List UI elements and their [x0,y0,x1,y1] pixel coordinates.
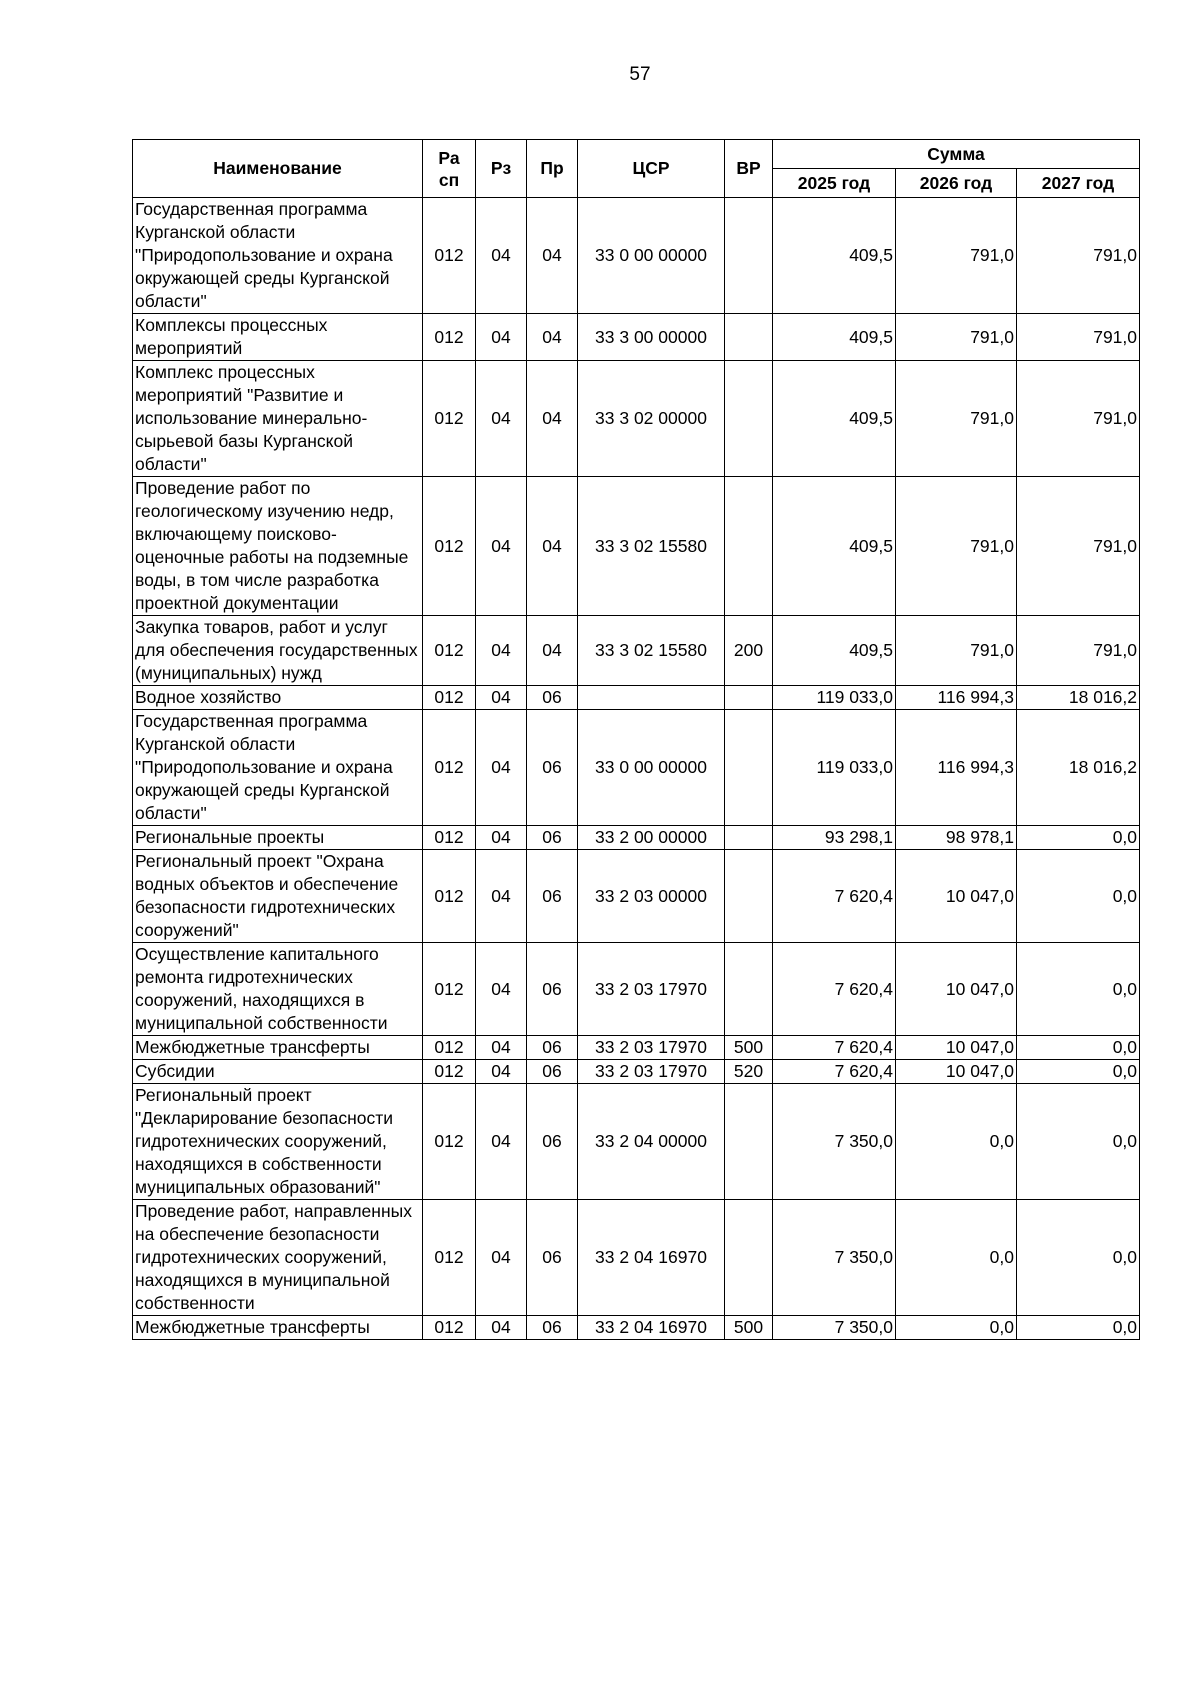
cell-2026: 791,0 [896,361,1017,477]
cell-name: Проведение работ по геологическому изучению недр, включающему поисково-оценочные работы на подземные воды, в том числе разработка проектной документации [133,477,423,616]
cell-rz: 04 [476,1316,527,1340]
cell-csr: 33 2 03 17970 [578,1036,725,1060]
table-row [133,616,1140,686]
cell-pr: 06 [527,1316,578,1340]
cell-2027: 0,0 [1017,826,1140,850]
cell-csr [578,686,725,710]
cell-vr: 500 [725,1036,773,1060]
cell-pr: 04 [527,198,578,314]
header-rasp-text: Ра сп [438,147,460,190]
cell-rasp: 012 [423,710,476,826]
page-number: 57 [629,64,651,85]
cell-vr [725,686,773,710]
cell-2025: 409,5 [773,616,896,686]
cell-2026: 791,0 [896,314,1017,361]
cell-name: Межбюджетные трансферты [133,1316,423,1340]
cell-2027: 0,0 [1017,943,1140,1036]
cell-rz: 04 [476,826,527,850]
cell-2026: 0,0 [896,1084,1017,1200]
table-row [133,826,1140,850]
cell-csr: 33 2 04 16970 [578,1316,725,1340]
table-row [133,686,1140,710]
cell-2027: 0,0 [1017,1036,1140,1060]
cell-2026: 791,0 [896,198,1017,314]
cell-csr: 33 3 02 15580 [578,477,725,616]
cell-2025: 7 350,0 [773,1200,896,1316]
cell-name: Государственная программа Курганской области "Природопользование и охрана окружающей среды Курганской области" [133,198,423,314]
cell-2026: 98 978,1 [896,826,1017,850]
cell-rz: 04 [476,1036,527,1060]
table-row [133,314,1140,361]
cell-2027: 0,0 [1017,1060,1140,1084]
cell-2027: 0,0 [1017,1200,1140,1316]
cell-rz: 04 [476,943,527,1036]
cell-name: Региональные проекты [133,826,423,850]
cell-vr [725,314,773,361]
cell-name: Водное хозяйство [133,686,423,710]
cell-name: Межбюджетные трансферты [133,1036,423,1060]
cell-2027: 791,0 [1017,477,1140,616]
cell-vr [725,710,773,826]
cell-rasp: 012 [423,361,476,477]
cell-csr: 33 2 04 16970 [578,1200,725,1316]
cell-pr: 06 [527,710,578,826]
cell-2025: 409,5 [773,198,896,314]
cell-2026: 10 047,0 [896,943,1017,1036]
cell-2027: 0,0 [1017,1316,1140,1340]
cell-rz: 04 [476,710,527,826]
cell-rasp: 012 [423,1200,476,1316]
cell-pr: 06 [527,1200,578,1316]
cell-rasp: 012 [423,616,476,686]
cell-rz: 04 [476,1084,527,1200]
cell-2025: 7 620,4 [773,1036,896,1060]
cell-2025: 7 350,0 [773,1316,896,1340]
table-row [133,710,1140,826]
cell-vr [725,198,773,314]
header-pr: Пр [527,140,578,198]
cell-2025: 409,5 [773,361,896,477]
cell-name: Государственная программа Курганской области "Природопользование и охрана окружающей среды Курганской области" [133,710,423,826]
cell-vr: 500 [725,1316,773,1340]
cell-2026: 791,0 [896,477,1017,616]
cell-2027: 0,0 [1017,1084,1140,1200]
cell-vr [725,943,773,1036]
table-row [133,1036,1140,1060]
cell-rz: 04 [476,616,527,686]
cell-2026: 0,0 [896,1200,1017,1316]
cell-rasp: 012 [423,1036,476,1060]
cell-pr: 06 [527,943,578,1036]
cell-name: Осуществление капитального ремонта гидротехнических сооружений, находящихся в муниципальной собственности [133,943,423,1036]
cell-vr [725,1200,773,1316]
cell-2025: 7 350,0 [773,1084,896,1200]
cell-2027: 791,0 [1017,198,1140,314]
table-row [133,361,1140,477]
cell-2025: 7 620,4 [773,943,896,1036]
cell-pr: 06 [527,1036,578,1060]
cell-csr: 33 0 00 00000 [578,198,725,314]
cell-csr: 33 3 00 00000 [578,314,725,361]
cell-rasp: 012 [423,1060,476,1084]
cell-rasp: 012 [423,477,476,616]
table-row [133,477,1140,616]
cell-rz: 04 [476,686,527,710]
cell-name: Субсидии [133,1060,423,1084]
cell-2026: 10 047,0 [896,850,1017,943]
cell-pr: 04 [527,477,578,616]
cell-2025: 7 620,4 [773,850,896,943]
table-row [133,1060,1140,1084]
cell-pr: 04 [527,616,578,686]
cell-vr [725,1084,773,1200]
cell-2025: 93 298,1 [773,826,896,850]
cell-2026: 0,0 [896,1316,1017,1340]
cell-2025: 119 033,0 [773,710,896,826]
cell-rz: 04 [476,850,527,943]
header-rasp [423,140,476,198]
table-row [133,850,1140,943]
cell-name: Комплекс процессных мероприятий "Развитие и использование минерально-сырьевой базы Курганской области" [133,361,423,477]
cell-csr: 33 2 03 17970 [578,943,725,1036]
header-name: Наименование [133,140,423,198]
cell-pr: 04 [527,361,578,477]
table-body [133,198,1140,1340]
cell-2025: 409,5 [773,314,896,361]
cell-pr: 04 [527,314,578,361]
cell-2027: 791,0 [1017,361,1140,477]
cell-2025: 409,5 [773,477,896,616]
cell-2026: 10 047,0 [896,1060,1017,1084]
cell-csr: 33 3 02 15580 [578,616,725,686]
cell-rz: 04 [476,1200,527,1316]
cell-rz: 04 [476,477,527,616]
cell-2025: 7 620,4 [773,1060,896,1084]
header-vr: ВР [725,140,773,198]
cell-2026: 116 994,3 [896,710,1017,826]
table-row [133,943,1140,1036]
table-row [133,198,1140,314]
cell-pr: 06 [527,1084,578,1200]
cell-2027: 18 016,2 [1017,710,1140,826]
header-rz: Рз [476,140,527,198]
cell-name: Региональный проект "Охрана водных объектов и обеспечение безопасности гидротехнических сооружений" [133,850,423,943]
header-year-2027: 2027 год [1017,169,1140,198]
cell-2025: 119 033,0 [773,686,896,710]
cell-name: Региональный проект "Декларирование безопасности гидротехнических сооружений, находящихся в собственности муниципальных образований" [133,1084,423,1200]
cell-rz: 04 [476,361,527,477]
cell-rasp: 012 [423,198,476,314]
cell-vr [725,850,773,943]
header-year-2025: 2025 год [773,169,896,198]
cell-rasp: 012 [423,1084,476,1200]
cell-rasp: 012 [423,1316,476,1340]
cell-2026: 791,0 [896,616,1017,686]
cell-rasp: 012 [423,686,476,710]
cell-rz: 04 [476,1060,527,1084]
cell-pr: 06 [527,686,578,710]
cell-csr: 33 3 02 00000 [578,361,725,477]
cell-rz: 04 [476,198,527,314]
cell-vr: 200 [725,616,773,686]
cell-vr: 520 [725,1060,773,1084]
cell-2026: 116 994,3 [896,686,1017,710]
cell-csr: 33 2 04 00000 [578,1084,725,1200]
cell-2027: 18 016,2 [1017,686,1140,710]
table-row [133,1084,1140,1200]
cell-pr: 06 [527,826,578,850]
table-row [133,1316,1140,1340]
cell-csr: 33 2 00 00000 [578,826,725,850]
cell-csr: 33 0 00 00000 [578,710,725,826]
cell-rasp: 012 [423,826,476,850]
cell-rz: 04 [476,314,527,361]
table-row [133,1200,1140,1316]
cell-rasp: 012 [423,314,476,361]
cell-2027: 0,0 [1017,850,1140,943]
cell-vr [725,361,773,477]
header-year-2026: 2026 год [896,169,1017,198]
header-summa: Сумма [773,140,1140,169]
cell-csr: 33 2 03 00000 [578,850,725,943]
cell-csr: 33 2 03 17970 [578,1060,725,1084]
header-csr: ЦСР [578,140,725,198]
cell-2027: 791,0 [1017,616,1140,686]
cell-pr: 06 [527,850,578,943]
cell-rasp: 012 [423,943,476,1036]
cell-2027: 791,0 [1017,314,1140,361]
cell-name: Закупка товаров, работ и услуг для обеспечения государственных (муниципальных) нужд [133,616,423,686]
cell-pr: 06 [527,1060,578,1084]
cell-name: Проведение работ, направленных на обеспечение безопасности гидротехнических сооружений, находящихся в муниципальной собственности [133,1200,423,1316]
cell-vr [725,477,773,616]
cell-vr [725,826,773,850]
cell-2026: 10 047,0 [896,1036,1017,1060]
cell-rasp: 012 [423,850,476,943]
budget-table [132,139,1140,1340]
cell-name: Комплексы процессных мероприятий [133,314,423,361]
